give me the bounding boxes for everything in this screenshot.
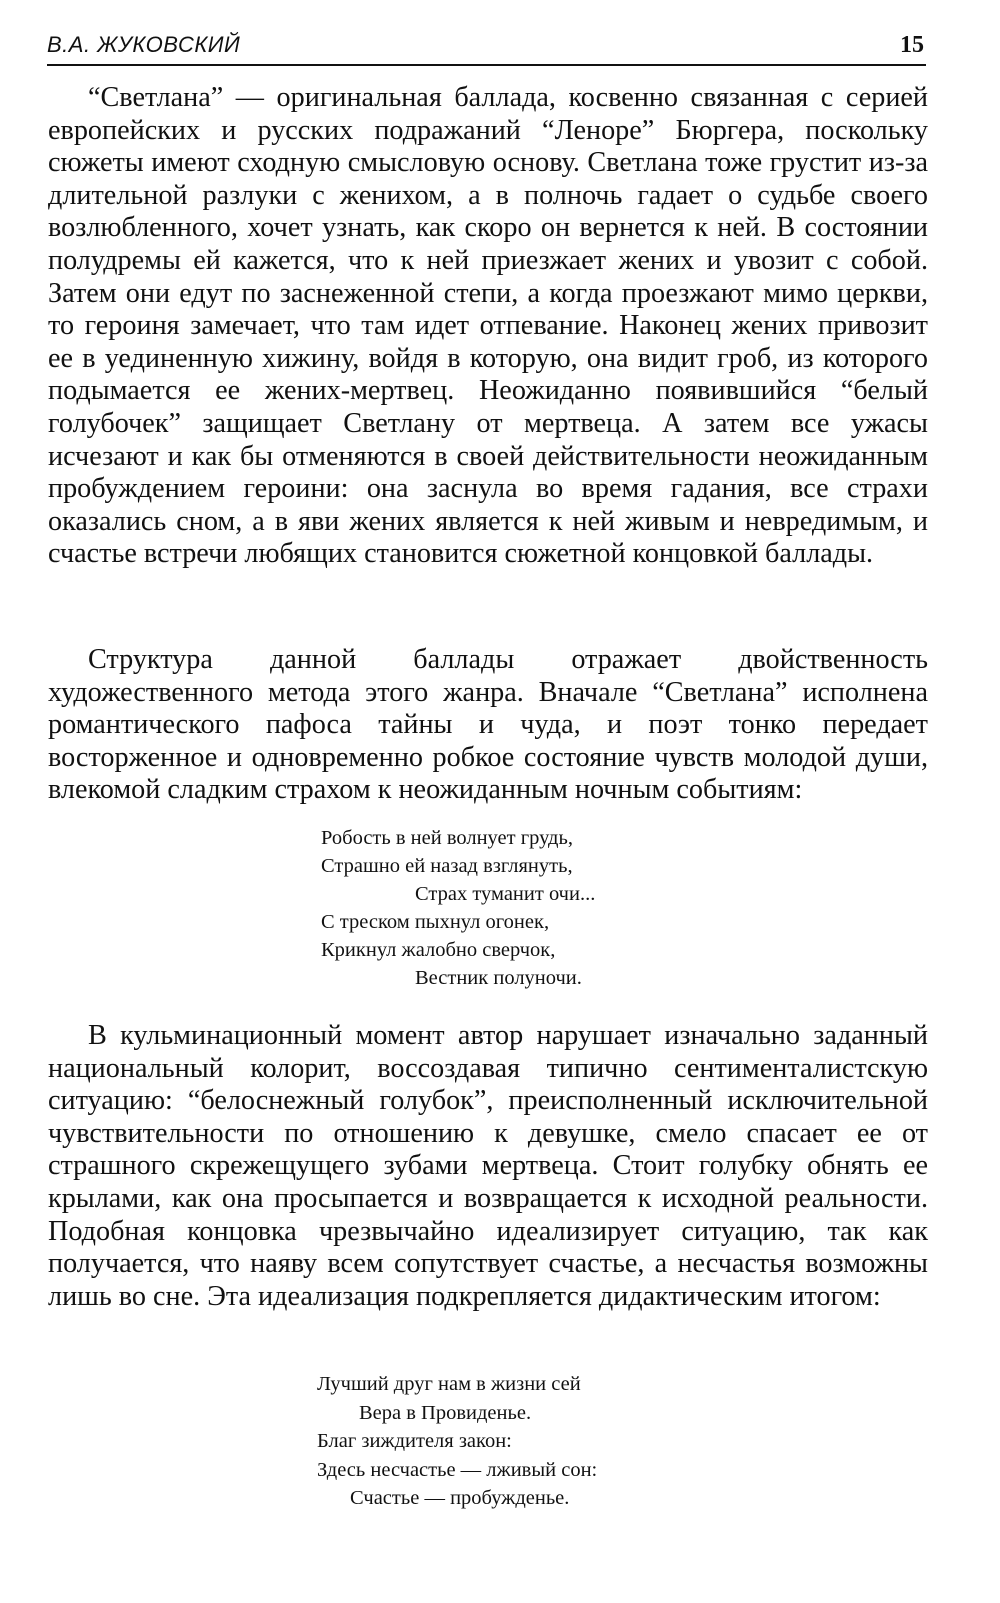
verse-line: С треском пыхнул огонек, bbox=[321, 911, 550, 933]
verse-line: Лучший друг нам в жизни сей bbox=[317, 1373, 581, 1395]
verse-line: Страх туманит очи... bbox=[415, 883, 596, 905]
verse-excerpt-2 bbox=[317, 1370, 597, 1513]
running-head: В.А. ЖУКОВСКИЙ bbox=[47, 32, 241, 57]
paragraph-3: В кульминационный момент автор нарушает изначально заданный национальный колорит, воссоздавая типично сентименталистскую ситуацию: “белоснежный голубок”, преисполненный исключительной чувствительности по отношению к девушке, смело спасает ее от страшного скрежещущего зубами мертвеца. Стоит голубку обнять ее крылами, как она просыпается и возвращается к исходной реальности. Подобная концовка чрезвычайно идеализирует ситуацию, так как получается, что наяву всем сопутствует счастье, а несчастья возможны лишь во сне. Эта идеализация подкрепляется дидактическим итогом: bbox=[48, 1020, 928, 1312]
verse-line: Счастье — пробужденье. bbox=[350, 1487, 570, 1509]
verse-line: Крикнул жалобно сверчок, bbox=[321, 939, 556, 961]
paragraph-1: “Светлана” — оригинальная баллада, косвенно связанная с серией европейских и русских подражаний “Леноре” Бюргера, поскольку сюжеты имеют сходную смысловую основу. Светлана тоже грустит из-за длительной разлуки с женихом, а в полночь гадает о судьбе своего возлюбленного, хочет узнать, как скоро он вернется к ней. В состоянии полудремы ей кажется, что к ней приезжает жених и увозит с собой. Затем они едут по заснеженной степи, а когда проезжают мимо церкви, то героиня замечает, что там идет отпевание. Наконец жених привозит ее в уединенную хижину, войдя в которую, она видит гроб, из которого подымается ее жених-мертвец. Неожиданно появившийся “белый голубочек” защищает Светлану от мертвеца. А затем все ужасы исчезают и как бы отменяются в своей действительности неожиданным пробуждением героини: она заснула во время гадания, все страхи оказались сном, а в яви жених является к ней живым и невредимым, и счастье встречи любящих становится сюжетной концовкой баллады. bbox=[48, 82, 928, 570]
verse-excerpt-1 bbox=[321, 824, 595, 992]
verse-line: Благ зиждителя закон: bbox=[317, 1430, 512, 1452]
page-header bbox=[47, 24, 926, 66]
verse-line: Вестник полуночи. bbox=[415, 967, 582, 989]
verse-line: Робость в ней волнует грудь, bbox=[321, 827, 573, 849]
verse-line: Здесь несчастье — лживый сон: bbox=[317, 1458, 598, 1481]
paragraph-2: Структура данной баллады отражает двойственность художественного метода этого жанра. Вначале “Светлана” исполнена романтического пафоса тайны и чуда, и поэт тонко передает восторженное и одновременно робкое состояние чувств молодой души, влекомой сладким страхом к неожиданным ночным событиям: bbox=[48, 644, 928, 806]
verse-line: Страшно ей назад взглянуть, bbox=[321, 855, 573, 877]
page-number: 15 bbox=[900, 32, 924, 58]
verse-line: Вера в Провиденье. bbox=[359, 1401, 532, 1424]
